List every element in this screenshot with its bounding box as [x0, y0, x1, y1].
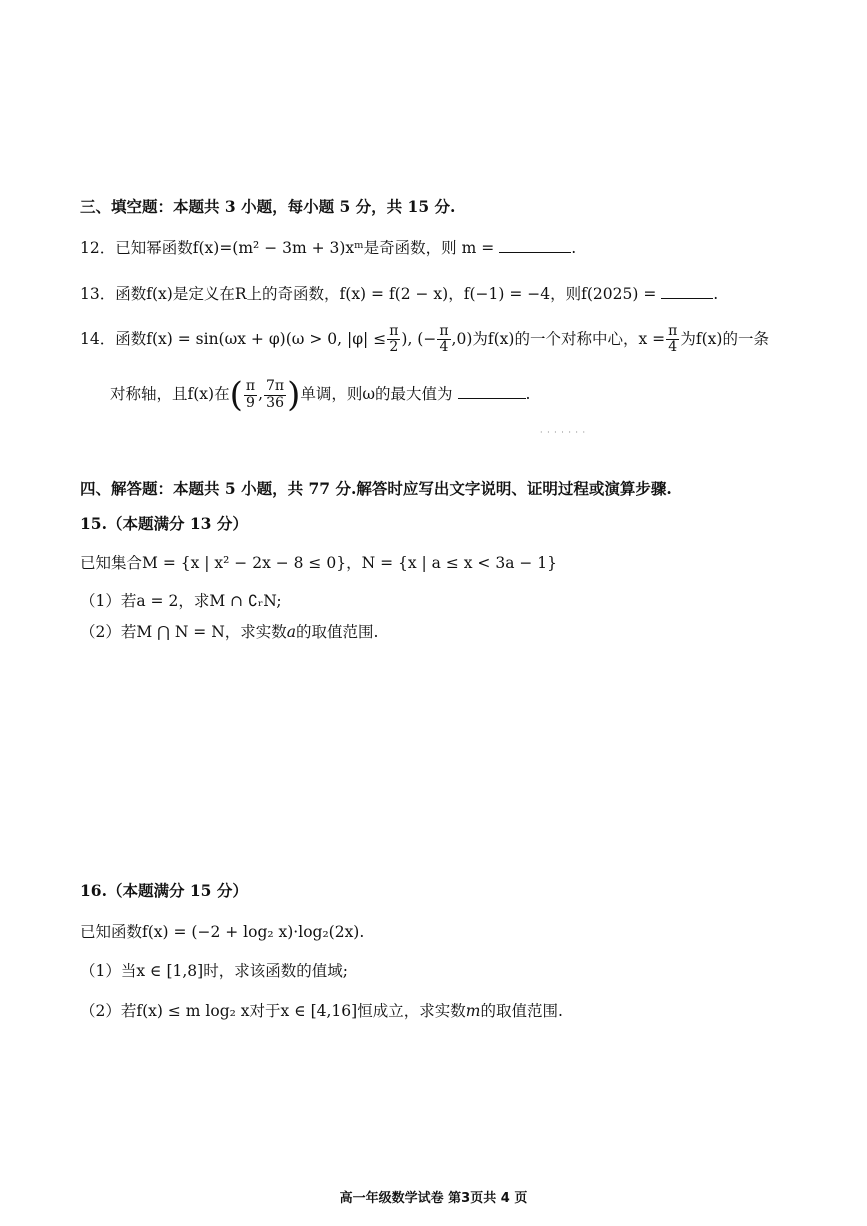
q15-set-N: N = {x | a ≤ x < 3a − 1} [361, 554, 558, 572]
q16-p2-expr: f(x) ≤ m log₂ x [136, 1002, 250, 1020]
q12-number: 12． [80, 239, 116, 257]
q15-p2-text-b: 的取值范围. [296, 623, 379, 641]
q15-p2-var: a [286, 623, 297, 641]
q16-p2-text-a: 对于 [249, 1002, 281, 1020]
q15-p1-cond: a = 2 [136, 592, 179, 610]
q13-mid2: 上的奇函数， [246, 285, 340, 303]
q16-p2-label: （2）若 [80, 1002, 137, 1020]
q14-x-eq: x = [638, 329, 666, 348]
q13-f4: f(2025) = [581, 285, 657, 303]
q14-f2: f(x) [695, 329, 723, 348]
q14-line2-c: 单调，则 [300, 385, 363, 403]
q13-f3: f(−1) = −4 [463, 285, 551, 303]
frac-numerator: π [245, 378, 256, 395]
q13-sep1: ， [448, 285, 464, 303]
q14-line2-a: 对称轴，且 [110, 385, 188, 403]
q13-mid1: 是定义在 [172, 285, 235, 303]
q16-stem [80, 923, 364, 942]
section4-heading: 四、解答题：本题共 5 小题，共 77 分.解答时应写出文字说明、证明过程或演算步骤. [80, 479, 672, 498]
frac-numerator: π [389, 323, 399, 339]
frac-denominator: 4 [668, 339, 678, 356]
q15-p1-end: ; [276, 592, 282, 610]
q15-p2-label: （2）若 [80, 623, 137, 641]
scan-speck-dots: · · · · · · · [540, 428, 587, 437]
q14-frac-pi-over-2 [387, 324, 400, 356]
question-14-line2: 对称轴，且f(x)在( $\frac{\pi}{9}$ , $\frac{7\pi}{36}$ )单调，则ω的最大值为 . [110, 375, 531, 415]
question-13 [80, 284, 718, 304]
q14-frac-7pi-over-36 [264, 379, 286, 411]
q15-p2-text-a: ，求实数 [224, 623, 287, 641]
q15-stem-prefix: 已知集合 [80, 554, 143, 572]
q14-line2-b: 在 [214, 385, 230, 403]
q14-number: 14． [80, 329, 116, 348]
q16-part2 [80, 1002, 563, 1021]
q15-sep: ， [346, 554, 362, 572]
q14-f1: f(x) [487, 329, 515, 348]
q13-prefix: 函数 [115, 285, 147, 303]
q14-omega: ω [362, 385, 376, 403]
q14-text2: 的一个对称中心， [514, 329, 639, 348]
q16-formula: f(x) = (−2 + log₂ x)·log₂(2x) [142, 923, 360, 941]
frac-numerator: π [668, 323, 678, 339]
q14-frac-axis [666, 324, 679, 356]
q13-sep2: ，则 [550, 285, 582, 303]
q15-p1-text: ，求 [178, 592, 210, 610]
right-paren: ) [287, 375, 301, 415]
q14-formula-b: ), (− [401, 329, 437, 348]
q16-stem-prefix: 已知函数 [80, 923, 143, 941]
frac-denominator: 36 [266, 394, 284, 411]
q13-number: 13． [80, 285, 116, 303]
q14-prefix: 函数 [115, 329, 147, 348]
q15-part2 [80, 623, 378, 642]
q14-end: . [525, 385, 531, 403]
q13-f1: f(x) [146, 285, 173, 303]
frac-denominator: 9 [246, 394, 255, 411]
q15-stem [80, 554, 557, 573]
frac-denominator: 2 [389, 339, 399, 356]
left-paren: ( [229, 375, 243, 415]
q14-formula-c: ,0) [451, 329, 473, 348]
q12-suffix: 是奇函数，则 [363, 239, 457, 257]
q15-set-M: M = {x | x² − 2x − 8 ≤ 0} [142, 554, 347, 572]
q16-p1-text: 时，求该函数的值域; [203, 962, 348, 980]
q14-text3: 为 [680, 329, 696, 348]
frac-numerator: π [439, 323, 449, 339]
q14-formula-a: f(x) = sin(ωx + φ)(ω > 0, |φ| ≤ [146, 329, 387, 348]
q16-p2-range: x ∈ [4,16] [280, 1002, 358, 1020]
q16-title: 16.（本题满分 15 分） [80, 881, 248, 900]
question-14-line1 [80, 324, 769, 356]
q16-p2-text-b: 恒成立，求实数 [357, 1002, 466, 1020]
q16-stem-end: . [359, 923, 365, 941]
q15-p1-expr: M ∩ ∁ᵣN [209, 592, 277, 610]
q14-line2-d: 的最大值为 [375, 385, 453, 403]
q16-p2-var: m [465, 1002, 481, 1020]
q13-R: R [234, 285, 247, 303]
q15-p2-expr: M ⋂ N = N [136, 623, 225, 641]
q12-formula: f(x)=(m² − 3m + 3)xᵐ [192, 239, 364, 257]
frac-denominator: 4 [439, 339, 449, 356]
q13-f2: f(x) = f(2 − x) [339, 285, 449, 303]
q16-p2-text-c: 的取值范围. [480, 1002, 563, 1020]
q13-end: . [713, 285, 719, 303]
page-footer: 高一年级数学试卷 第3页共 4 页 [339, 1191, 528, 1206]
q16-p1-label: （1）当 [80, 962, 137, 980]
q14-f3: f(x) [187, 385, 215, 403]
q14-text1: 为 [472, 329, 488, 348]
q12-answer-lhs: m = [461, 239, 495, 257]
q13-answer-blank[interactable] [661, 284, 713, 299]
q14-frac-pi-over-9 [244, 379, 257, 411]
q14-answer-blank[interactable] [458, 384, 526, 399]
q14-frac-pi-over-4 [437, 324, 450, 356]
question-12 [80, 238, 576, 258]
frac-numerator: 7π [266, 378, 285, 395]
q15-part1 [80, 592, 282, 611]
q12-answer-blank[interactable] [499, 238, 571, 253]
q16-part1 [80, 962, 348, 981]
q15-p1-label: （1）若 [80, 592, 137, 610]
q12-prefix: 已知幂函数 [115, 239, 193, 257]
q16-p1-expr: x ∈ [1,8] [136, 962, 204, 980]
q14-text4: 的一条 [722, 329, 769, 348]
q12-end: . [571, 239, 577, 257]
section3-heading: 三、填空题：本题共 3 小题，每小题 5 分，共 15 分. [80, 197, 456, 216]
q15-title: 15.（本题满分 13 分） [80, 514, 248, 533]
